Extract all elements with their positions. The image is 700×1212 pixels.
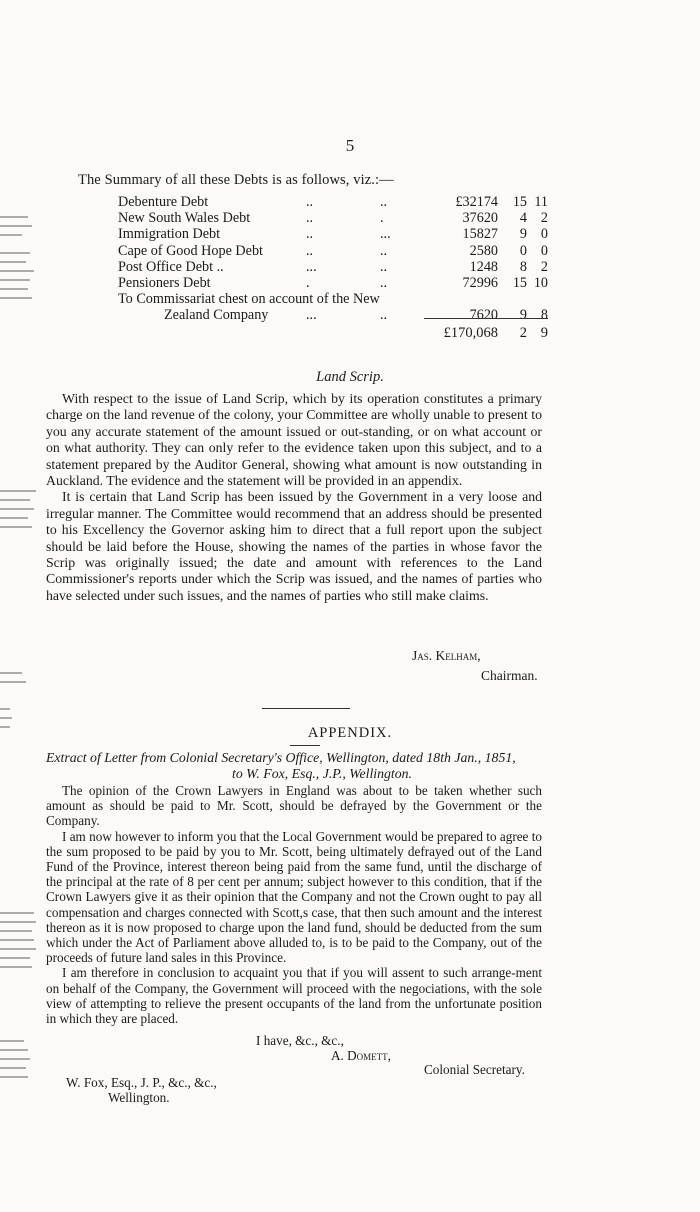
amount-pounds: 2580	[469, 242, 498, 259]
amount-pounds: 1248	[469, 258, 498, 275]
amount-shillings: 15	[512, 194, 527, 210]
total-shillings: 2	[519, 325, 527, 341]
amount-pence: 2	[540, 258, 548, 275]
paragraph: I am therefore in conclusion to acquaint you that if you will assent to such arrange-ment on behalf of the Company, the Government will proceed with the negociations, with the sole view of attempting to relieve the present occupants of the land from the unfortunate position in which they are placed.	[46, 965, 542, 1027]
letter-addressee-place: Wellington.	[108, 1090, 170, 1105]
debt-name: Post Office Debt ..	[118, 258, 224, 275]
extract-title-line: to W. Fox, Esq., J.P., Wellington.	[232, 766, 412, 781]
debt-row	[118, 226, 548, 242]
land-scrip-body	[46, 391, 542, 604]
commissariat-row-line1	[118, 291, 548, 307]
amount-pounds: 15827	[462, 226, 498, 243]
extract-title	[46, 750, 542, 782]
letter-signer-title: Colonial Secretary.	[424, 1062, 525, 1077]
section-divider	[262, 708, 350, 709]
debt-name: Cape of Good Hope Debt	[118, 242, 263, 259]
signature-name: Jas. Kelham,	[412, 648, 481, 663]
leader-dots: ...	[306, 307, 317, 324]
leader-dots: ..	[306, 226, 314, 243]
amount-pounds: £32174	[455, 194, 498, 210]
paragraph: I am now however to inform you that the Local Government would be prepared to agree to the sum proposed to be paid by you to Mr. Scott, being ultimately defrayed out of the Land Fund of the Province, interest thereon being paid from the same fund, until the discharge of the principal at the rate of 8 per cent per annum; subject however to this condition, that if the Crown Lawyers give it as their opinion that the Company and not the Crown ought to pay all compensation and charges connected with Scott,s case, that then such amount and the interest thereon as it is now proposed to charge upon the land fund, should be deducted from the sum which under the Act of Parliament above alluded to, is to be paid to the Company, out of the proceeds of future land sales in this Province.	[46, 828, 542, 966]
summary-intro: The Summary of all these Debts is as follows, viz.:—	[78, 172, 394, 188]
amount-pounds: 37620	[462, 210, 498, 227]
debt-row	[118, 210, 548, 226]
margin-bleed-through	[0, 912, 42, 1012]
leader-dots: ..	[380, 274, 388, 291]
amount-shillings: 15	[512, 274, 527, 291]
amount-shillings: 9	[519, 307, 527, 324]
debt-summary-table	[118, 194, 548, 324]
debt-row	[118, 275, 548, 291]
amount-pence: 8	[540, 307, 548, 324]
margin-bleed-through	[0, 216, 42, 376]
total-rule	[424, 318, 548, 319]
leader-dots: ..	[380, 307, 388, 324]
leader-dots: ...	[306, 258, 317, 275]
debt-name: Immigration Debt	[118, 226, 221, 243]
amount-shillings: 4	[519, 210, 527, 227]
total-pounds: £170,068	[443, 325, 498, 341]
amount-shillings: 9	[519, 226, 527, 243]
paragraph: It is certain that Land Scrip has been issued by the Government in a very loose and irregular manner. The Committee would recommend that an address should be presented to his Excellency the Governor asking him to direct that a full report upon the subject should be laid before the House, showing the names of the parties in whose favor the Scrip was originally issued; the date and amount with references to the Land Commissioner's reports under which the Scrip was issued, and the names of parties who have selected under such issues, and the names of parties who still make claims.	[46, 489, 542, 603]
leader-dots: ..	[380, 242, 388, 259]
extract-title-line: Extract of Letter from Colonial Secretary's Office, Wellington, dated 18th Jan., 1851,	[46, 750, 516, 765]
letter-body	[46, 783, 542, 1026]
leader-dots: ..	[306, 194, 314, 210]
amount-pence: 11	[534, 194, 548, 210]
appendix-title: APPENDIX.	[307, 725, 393, 741]
amount-pence: 2	[540, 210, 548, 227]
debt-name: Pensioners Debt	[118, 274, 211, 291]
letter-signer: A. Domett,	[331, 1048, 391, 1063]
amount-pounds: 7620	[469, 307, 498, 324]
debt-row	[118, 259, 548, 275]
page-number: 5	[345, 136, 355, 155]
margin-bleed-through	[0, 490, 42, 570]
amount-pence: 0	[540, 226, 548, 243]
leader-dots: .	[306, 274, 310, 291]
amount-pounds: 72996	[462, 274, 498, 291]
leader-dots: ...	[380, 226, 391, 243]
amount-pence: 0	[540, 242, 548, 259]
commissariat-row-line2	[118, 307, 548, 323]
debt-row	[118, 243, 548, 259]
debt-name-continued: Zealand Company	[164, 307, 269, 324]
total-pence: 9	[540, 325, 548, 341]
land-scrip-heading: Land Scrip.	[316, 369, 384, 385]
signature-title: Chairman.	[481, 668, 538, 683]
amount-pence: 10	[533, 274, 548, 291]
letter-addressee: W. Fox, Esq., J. P., &c., &c.,	[66, 1075, 217, 1090]
margin-bleed-through	[0, 1040, 42, 1120]
leader-dots: ..	[380, 258, 388, 275]
leader-dots: ..	[306, 210, 314, 227]
debt-name: New South Wales Debt	[118, 210, 251, 227]
total-row	[118, 325, 548, 343]
paragraph: The opinion of the Crown Lawyers in England was about to be taken whether such amount as should be paid to Mr. Scott, should be defrayed by the Government or the Company.	[46, 783, 542, 829]
leader-dots: .	[380, 210, 384, 227]
debt-name: Debenture Debt	[118, 194, 209, 210]
letter-closing: I have, &c., &c.,	[256, 1033, 344, 1048]
amount-shillings: 8	[519, 258, 527, 275]
title-underline	[290, 745, 320, 746]
debt-row	[118, 194, 548, 210]
debt-name: To Commissariat chest on account of the New	[118, 291, 380, 308]
leader-dots: ..	[306, 242, 314, 259]
amount-shillings: 0	[519, 242, 527, 259]
leader-dots: ..	[380, 194, 388, 210]
paragraph: With respect to the issue of Land Scrip, which by its operation constitutes a primary charge on the land revenue of the colony, your Committee are wholly unable to present to you any accurate statement of the amount issued or out-standing, or on what account or on what authority. They can only refer to the evidence taken upon this subject, and to a statement prepared by the Auditor General, showing what amount is now outstanding in Auckland. The evidence and the statement will be provided in an appendix.	[46, 391, 542, 489]
